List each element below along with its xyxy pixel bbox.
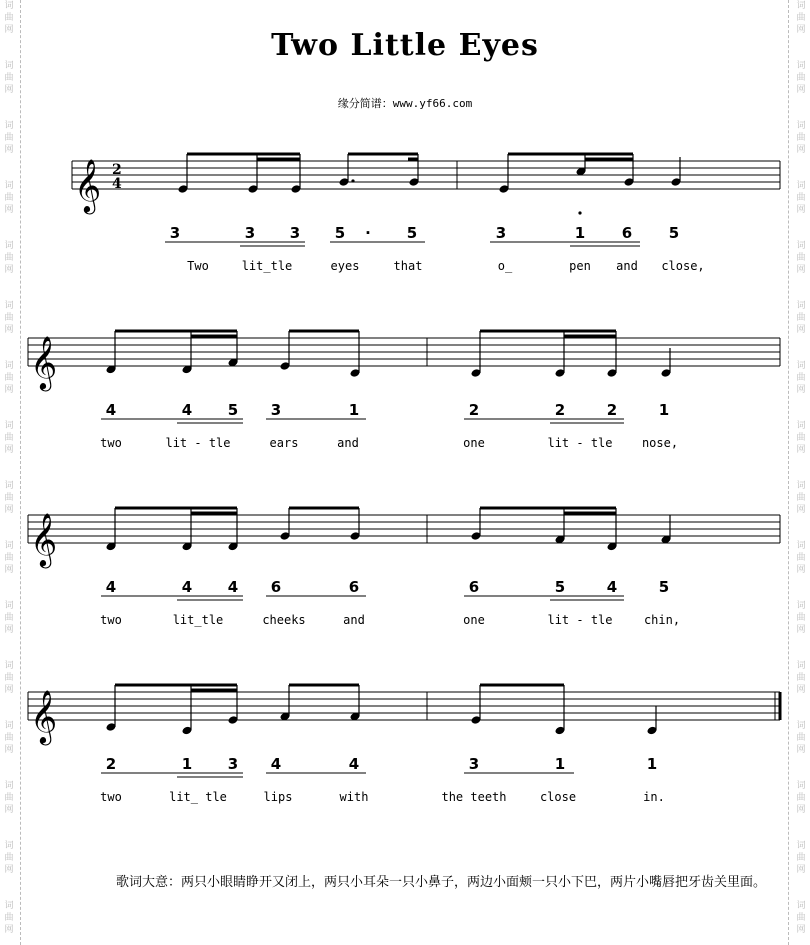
jianpu-number: 6 bbox=[348, 578, 360, 596]
jianpu-number: 4 bbox=[105, 578, 117, 596]
lyric-word: and bbox=[616, 259, 638, 273]
lyric-word: one bbox=[463, 436, 485, 450]
source-credit: 缘分简谱：www.yf66.com bbox=[337, 97, 473, 110]
watermark: 词 曲 网 bbox=[4, 301, 14, 335]
lyric-word: two bbox=[100, 613, 122, 627]
jianpu-number: 6 bbox=[270, 578, 282, 596]
lyric-word: and bbox=[337, 436, 359, 450]
watermark: 词 曲 网 bbox=[796, 601, 806, 635]
watermark: 词 曲 网 bbox=[796, 781, 806, 815]
jianpu-number: 1 bbox=[554, 755, 566, 773]
jianpu-number: 5 bbox=[406, 224, 418, 242]
jianpu-number: 1 bbox=[348, 401, 360, 419]
time-sig-bottom: 4 bbox=[112, 176, 122, 192]
note-dot bbox=[351, 179, 354, 182]
treble-clef: 𝄞 bbox=[30, 689, 58, 743]
jianpu-number: 2 bbox=[554, 401, 566, 419]
watermark: 词 曲 网 bbox=[796, 121, 806, 155]
lyric-word: and bbox=[343, 613, 365, 627]
lyric-word: that bbox=[393, 259, 423, 273]
jianpu-number: 3 bbox=[495, 224, 507, 242]
watermark: 词 曲 网 bbox=[796, 661, 806, 695]
watermark: 词 曲 网 bbox=[796, 841, 806, 875]
lyric-word: the teeth bbox=[441, 790, 507, 804]
lyric-word: cheeks bbox=[262, 613, 306, 627]
lyric-word: in. bbox=[643, 790, 665, 804]
watermark: 词 曲 网 bbox=[4, 61, 14, 95]
watermark: 词 曲 网 bbox=[796, 361, 806, 395]
watermark: 词 曲 网 bbox=[796, 541, 806, 575]
time-sig-top: 2 bbox=[112, 162, 122, 178]
watermark: 词 曲 网 bbox=[796, 1, 806, 35]
translation-note: 歌词大意：两只小眼睛睁开又闭上，两只小耳朵一只小鼻子，两边小面颊一只小下巴，两片小嘴唇把牙齿关里面。 bbox=[116, 875, 767, 890]
watermark: 词 曲 网 bbox=[796, 721, 806, 755]
jianpu-number: 6 bbox=[468, 578, 480, 596]
lyric-word: close bbox=[539, 790, 577, 804]
jianpu-number: 4 bbox=[181, 401, 193, 419]
jianpu-number: 1 bbox=[658, 401, 670, 419]
jianpu-number: 5 bbox=[658, 578, 670, 596]
jianpu-number: 4 bbox=[105, 401, 117, 419]
lyric-word: lit - tle bbox=[165, 436, 231, 450]
lyric-word: pen bbox=[569, 259, 591, 273]
watermark: 词 曲 网 bbox=[796, 301, 806, 335]
watermark: 词 曲 网 bbox=[4, 241, 14, 275]
jianpu-number: 5 bbox=[668, 224, 680, 242]
lyric-word: lit_tle bbox=[172, 613, 224, 627]
jianpu-number: 6 bbox=[621, 224, 633, 242]
treble-clef: 𝄞 bbox=[74, 158, 102, 212]
watermark: 词 曲 网 bbox=[4, 421, 14, 455]
watermark: 词 曲 网 bbox=[4, 1, 14, 35]
lyric-word: ears bbox=[269, 436, 299, 450]
jianpu-number: · bbox=[365, 224, 371, 242]
lyric-word: with bbox=[339, 790, 369, 804]
watermark: 词 曲 网 bbox=[4, 481, 14, 515]
jianpu-number: 4 bbox=[606, 578, 618, 596]
octave-dot bbox=[578, 211, 581, 214]
lyric-word: Two bbox=[187, 259, 209, 273]
jianpu-number: 3 bbox=[289, 224, 301, 242]
watermark: 词 曲 网 bbox=[4, 541, 14, 575]
watermark: 词 曲 网 bbox=[4, 901, 14, 935]
treble-clef: 𝄞 bbox=[30, 335, 58, 389]
lyric-word: one bbox=[463, 613, 485, 627]
jianpu-number: 5 bbox=[227, 401, 239, 419]
jianpu-number: 4 bbox=[181, 578, 193, 596]
watermark: 词 曲 网 bbox=[4, 781, 14, 815]
lyric-word: lit - tle bbox=[547, 613, 613, 627]
jianpu-number: 1 bbox=[574, 224, 586, 242]
jianpu-number: 4 bbox=[227, 578, 239, 596]
watermark: 词 曲 网 bbox=[796, 421, 806, 455]
watermark: 词 曲 网 bbox=[4, 841, 14, 875]
watermark: 词 曲 网 bbox=[4, 601, 14, 635]
song-title: Two Little Eyes bbox=[271, 28, 539, 63]
lyric-word: two bbox=[100, 436, 122, 450]
jianpu-number: 3 bbox=[270, 401, 282, 419]
watermark: 词 曲 网 bbox=[796, 901, 806, 935]
watermark: 词 曲 网 bbox=[4, 181, 14, 215]
lyric-word: lit_ tle bbox=[169, 790, 227, 804]
jianpu-number: 3 bbox=[468, 755, 480, 773]
jianpu-number: 3 bbox=[227, 755, 239, 773]
watermark: 词 曲 网 bbox=[796, 181, 806, 215]
lyric-word: lit_tle bbox=[241, 259, 293, 273]
lyric-word: chin, bbox=[643, 613, 681, 627]
jianpu-number: 5 bbox=[554, 578, 566, 596]
lyric-word: o_ bbox=[497, 259, 513, 273]
watermark: 词 曲 网 bbox=[4, 361, 14, 395]
lyric-word: eyes bbox=[330, 259, 360, 273]
lyric-word: close, bbox=[661, 259, 705, 273]
jianpu-number: 1 bbox=[646, 755, 658, 773]
watermark: 词 曲 网 bbox=[4, 661, 14, 695]
jianpu-number: 2 bbox=[105, 755, 117, 773]
lyric-word: nose, bbox=[641, 436, 679, 450]
watermark: 词 曲 网 bbox=[4, 121, 14, 155]
lyric-word: lips bbox=[263, 790, 293, 804]
watermark: 词 曲 网 bbox=[796, 241, 806, 275]
watermark: 词 曲 网 bbox=[796, 481, 806, 515]
jianpu-number: 1 bbox=[181, 755, 193, 773]
jianpu-number: 4 bbox=[348, 755, 360, 773]
jianpu-number: 2 bbox=[468, 401, 480, 419]
watermark: 词 曲 网 bbox=[796, 61, 806, 95]
jianpu-number: 2 bbox=[606, 401, 618, 419]
jianpu-number: 5 bbox=[334, 224, 346, 242]
watermark: 词 曲 网 bbox=[4, 721, 14, 755]
jianpu-number: 3 bbox=[244, 224, 256, 242]
jianpu-number: 3 bbox=[169, 224, 181, 242]
lyric-word: two bbox=[100, 790, 122, 804]
lyric-word: lit - tle bbox=[547, 436, 613, 450]
music-score bbox=[28, 154, 780, 804]
jianpu-number: 4 bbox=[270, 755, 282, 773]
treble-clef: 𝄞 bbox=[30, 512, 58, 566]
